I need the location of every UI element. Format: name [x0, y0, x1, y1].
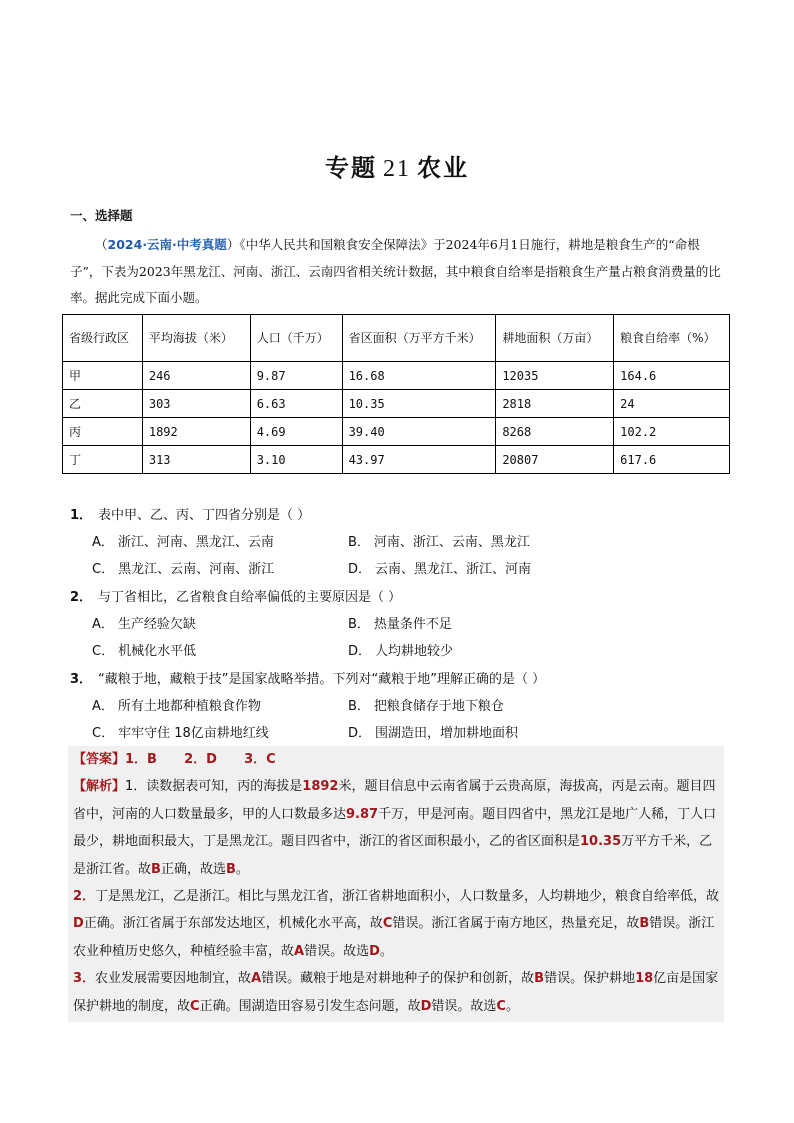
analysis-text: 错误。浙江农业种植历史悠久，种植经验丰富，故 — [73, 916, 715, 959]
analysis-text: 1．读数据表可知，丙的海拔是 — [125, 779, 303, 795]
table-cell: 39.40 — [342, 418, 496, 446]
question-text: “藏粮于地，藏粮于技”是国家战略举措。下列对“藏粮于地”理解正确的是（ ） — [98, 672, 546, 687]
analysis-text: 亿亩是国家保护耕地的制度，故 — [73, 971, 719, 1014]
option-1d — [348, 558, 531, 577]
table-row — [63, 418, 730, 446]
option-text: 牢牢守住 18亿亩耕地红线 — [118, 726, 269, 741]
analysis-text: 千万，甲是河南。题目四省中，黑龙江是地广人稀，丁人口最少，耕地面积最大，丁是黑龙江。题目四省中，浙江的省区面积最小，乙的省区面积是 — [73, 806, 717, 850]
option-label: D． — [348, 562, 372, 577]
analysis-text: 。 — [235, 861, 249, 877]
analysis-paragraph-3 — [73, 965, 725, 1020]
analysis-value: A — [251, 971, 262, 987]
table-header-cell: 省区面积（万平方千米） — [342, 315, 496, 362]
question-number: 3． — [70, 672, 93, 687]
question-number: 1． — [70, 508, 93, 523]
analysis-value: 1892 — [302, 779, 339, 795]
table-cell: 9.87 — [250, 362, 342, 390]
table-cell: 丁 — [63, 446, 143, 474]
table-cell: 303 — [142, 390, 250, 418]
analysis-number: 3． — [73, 971, 96, 987]
analysis-value: D — [369, 943, 380, 959]
option-label: A． — [92, 535, 114, 550]
analysis-value: B — [534, 971, 545, 987]
option-text: 浙江、河南、黑龙江、云南 — [117, 535, 274, 550]
option-text: 生产经验欠缺 — [117, 617, 196, 632]
analysis-text: 错误。保护耕地 — [544, 971, 636, 987]
answer-analysis — [73, 746, 725, 1020]
table-header-cell: 平均海拔（米） — [142, 315, 250, 362]
analysis-paragraph-2 — [73, 883, 725, 965]
analysis-value: C — [190, 998, 200, 1014]
option-text: 人均耕地较少 — [375, 644, 454, 659]
analysis-text: 正确。浙江省属于东部发达地区，机械化水平高，故 — [83, 916, 383, 932]
page-title — [0, 148, 794, 183]
table-cell: 617.6 — [614, 446, 730, 474]
table-cell: 164.6 — [614, 362, 730, 390]
analysis-value: 18 — [635, 971, 654, 987]
table-cell: 16.68 — [342, 362, 496, 390]
option-label: C． — [92, 726, 115, 741]
option-2c — [92, 640, 196, 659]
option-label: A． — [92, 699, 114, 714]
table-cell: 102.2 — [614, 418, 730, 446]
option-text: 热量条件不足 — [373, 617, 452, 632]
question-2 — [70, 586, 401, 605]
option-label: D． — [348, 726, 372, 741]
table-header-cell: 人口（千万） — [250, 315, 342, 362]
analysis-text: 错误。故选 — [304, 943, 370, 959]
analysis-value: B — [639, 916, 650, 932]
option-label: A． — [92, 617, 114, 632]
source-open: （ — [95, 237, 108, 252]
question-1 — [70, 504, 310, 523]
answer-text: 1．B 2．D 3．C — [125, 752, 276, 767]
analysis-text: 正确，故选 — [160, 861, 226, 877]
table-cell: 20807 — [496, 446, 614, 474]
table-cell: 乙 — [63, 390, 143, 418]
analysis-number: 2． — [73, 889, 96, 905]
table-row — [63, 446, 730, 474]
option-label: D． — [348, 644, 372, 659]
option-3a — [92, 695, 261, 714]
table-cell: 丙 — [63, 418, 143, 446]
analysis-value: 9.87 — [346, 806, 379, 822]
option-text: 黑龙江、云南、河南、浙江 — [118, 562, 275, 577]
option-label: B． — [348, 617, 370, 632]
table-cell: 313 — [142, 446, 250, 474]
analysis-value: C — [496, 998, 506, 1014]
analysis-value: 10.35 — [580, 834, 622, 850]
analysis-tag: 【解析】 — [73, 779, 126, 795]
table-cell: 24 — [614, 390, 730, 418]
title-number: 21 — [383, 156, 411, 182]
source-close: ） — [226, 237, 240, 252]
analysis-paragraph-1 — [73, 773, 725, 883]
table-cell: 10.35 — [342, 390, 496, 418]
option-2b — [348, 613, 452, 632]
analysis-text: 正确。围湖造田容易引发生态问题，故 — [199, 998, 421, 1014]
question-3 — [70, 668, 545, 687]
analysis-text: 。 — [379, 943, 393, 959]
option-1a — [92, 531, 274, 550]
option-label: B． — [348, 699, 370, 714]
table-cell: 12035 — [496, 362, 614, 390]
table-cell: 4.69 — [250, 418, 342, 446]
analysis-value: D — [420, 998, 432, 1014]
option-label: C． — [92, 562, 115, 577]
option-text: 围湖造田，增加耕地面积 — [375, 726, 519, 741]
table-header-row — [63, 315, 730, 362]
table-cell: 8268 — [496, 418, 614, 446]
analysis-value: B — [151, 861, 161, 877]
question-number: 2． — [70, 590, 93, 605]
analysis-text: 丁是黑龙江，乙是浙江。相比与黑龙江省，浙江省耕地面积小，人口数量多，人均耕地少，粮食自给率低，故 — [95, 889, 720, 905]
table-header-cell: 粮食自给率（%） — [614, 315, 730, 362]
option-2d — [348, 640, 453, 659]
table-cell: 2818 — [496, 390, 614, 418]
option-label: B． — [348, 535, 370, 550]
title-prefix: 专题 — [325, 153, 377, 182]
source-name: ·云南·中考真题 — [142, 237, 227, 252]
intro-text: 《中华人民共和国粮食安全保障法》于2024年6月1日施行，耕地是粮食生产的“命根子”，下表为2023年黑龙江、河南、浙江、云南四省相关统计数据，其中粮食自给率是指粮食生产量占粮食消费量的比率。据此完成下面小题。 — [70, 237, 721, 305]
option-1c — [92, 558, 274, 577]
answer-tag: 【答案】 — [73, 752, 126, 767]
table-cell: 43.97 — [342, 446, 496, 474]
analysis-text: 。 — [505, 998, 519, 1014]
section-heading: 一、选择题 — [70, 208, 133, 223]
option-3d — [348, 722, 518, 741]
option-text: 机械化水平低 — [118, 644, 197, 659]
table-cell: 246 — [142, 362, 250, 390]
option-label: C． — [92, 644, 115, 659]
table-cell: 1892 — [142, 418, 250, 446]
option-2a — [92, 613, 196, 632]
analysis-value: D — [73, 916, 84, 932]
analysis-text: 错误。浙江省属于南方地区，热量充足，故 — [392, 916, 640, 932]
table-header-cell: 耕地面积（万亩） — [496, 315, 614, 362]
analysis-text: 错误。故选 — [431, 998, 497, 1014]
analysis-value: B — [225, 861, 236, 877]
option-3b — [348, 695, 504, 714]
option-text: 云南、黑龙江、浙江、河南 — [375, 562, 532, 577]
analysis-value: A — [294, 943, 305, 959]
table-header-cell: 省级行政区 — [63, 315, 143, 362]
option-text: 所有土地都种植粮食作物 — [117, 699, 261, 714]
analysis-text: 错误。藏粮于地是对耕地种子的保护和创新，故 — [261, 971, 535, 987]
analysis-text: 米，题目信息中云南省属于云贵高原，海拔高，丙是云南。题目四省中，河南的人口数量最多，甲的人口数最多达 — [73, 779, 716, 822]
source-year: 2024 — [107, 237, 143, 252]
statistics-table — [62, 314, 730, 474]
table-cell: 甲 — [63, 362, 143, 390]
table-cell: 3.10 — [250, 446, 342, 474]
analysis-text: 万平方千米，乙是浙江省。故 — [73, 834, 713, 877]
analysis-value: C — [382, 916, 393, 932]
question-text: 与丁省相比，乙省粮食自给率偏低的主要原因是（ ） — [98, 590, 402, 605]
table-row — [63, 390, 730, 418]
question-text: 表中甲、乙、丙、丁四省分别是（ ） — [98, 508, 311, 523]
intro-paragraph — [70, 232, 730, 312]
table-row — [63, 362, 730, 390]
answer-line — [73, 746, 725, 773]
table-cell: 6.63 — [250, 390, 342, 418]
option-text: 河南、浙江、云南、黑龙江 — [373, 535, 530, 550]
option-1b — [348, 531, 530, 550]
option-text: 把粮食储存于地下粮仓 — [373, 699, 504, 714]
title-topic: 农业 — [417, 153, 469, 182]
analysis-text: 农业发展需要因地制宜，故 — [95, 971, 252, 987]
option-3c — [92, 722, 269, 741]
